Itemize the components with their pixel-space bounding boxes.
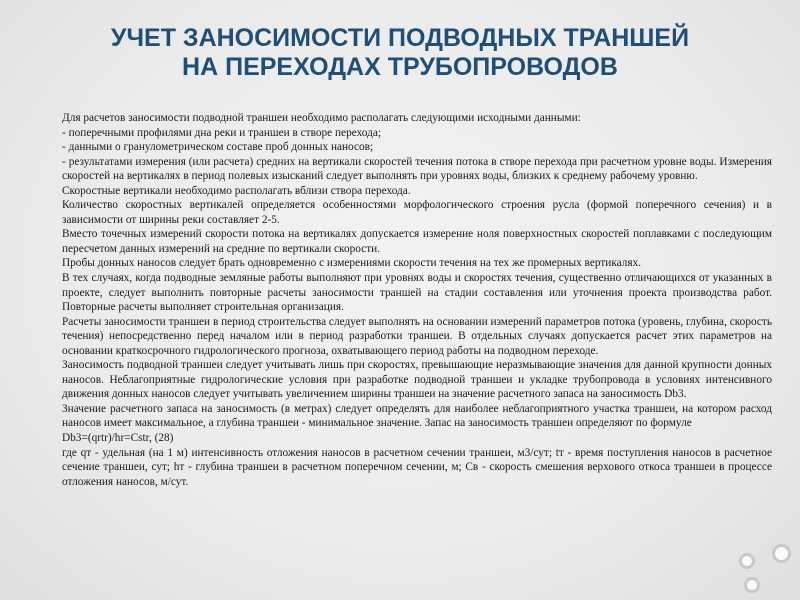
formula: Db3=(qrtr)/hr=Cstr, (28): [62, 432, 174, 445]
paragraph: Заносимость подводной траншеи следует учитывать лишь при скоростях, превышающие неразмывающие значения для данной крупности донных наносов. Неблагоприятные гидрологические условия при разработке подводной траншеи и укладке трубопровода в условиях интенсивного движения донных наносов следует учитывать увеличением ширины траншеи на значение расчетного запаса на заносимость Db3.: [62, 359, 772, 401]
paragraph: где qт - удельная (на 1 м) интенсивность отложения наносов в расчетном сечении траншеи, м3/сут; tт - время поступления наносов в расчетное сечение траншеи, сут; hт - глубина траншеи в расчетном поперечном сечении, м; Св - скорость смешения верхового откоса траншеи в процессе отложения наносов, м/сут.: [62, 446, 772, 488]
decorative-circle: [744, 577, 760, 593]
title-line-2: НА ПЕРЕХОДАХ ТРУБОПРОВОДОВ: [182, 53, 618, 81]
paragraph: Пробы донных наносов следует брать одновременно с измерениями скорости течения на тех же промерных вертикалях.: [62, 257, 642, 270]
paragraph: - результатами измерения (или расчета) средних на вертикали скоростей течения потока в створе перехода при расчетном уровне воды. Измерения скоростей на вертикалях в период полевых изысканий следует выполнять при уровнях воды, близких к среднему рабочему уровню.: [62, 155, 772, 183]
slide-body-text: [62, 111, 772, 489]
decorative-circle: [739, 553, 755, 569]
decorative-circle: [772, 544, 791, 563]
slide-title: [40, 24, 760, 82]
paragraph: - поперечными профилями дна реки и траншеи в створе перехода;: [62, 126, 382, 139]
paragraph: В тех случаях, когда подводные земляные работы выполняют при уровнях воды и скоростях течения, существенно отличающихся от указанных в проекте, следует выполнить повторные расчеты заносимости траншей на стадии составления или уточнения проекта производства работ. Повторные расчеты выполняет строительная организация.: [62, 272, 772, 314]
paragraph: - данными о гранулометрическом составе проб донных наносов;: [62, 141, 374, 154]
title-line-1: УЧЕТ ЗАНОСИМОСТИ ПОДВОДНЫХ ТРАНШЕЙ: [110, 24, 690, 52]
paragraph: Скоростные вертикали необходимо располагать вблизи створа перехода.: [62, 184, 411, 197]
paragraph: Значение расчетного запаса на заносимость (в метрах) следует определять для наиболее неблагоприятного участка траншеи, на котором расход наносов имеет максимальное, а глубина траншеи - минимальное значение. Запас на заносимость траншеи определяют по формуле: [62, 402, 772, 430]
paragraph: Вместо точечных измерений скорости потока на вертикалях допускается измерение ноля поверхностных скоростей поплавками с последующим пересчетом данных измерений на средние по вертикали скорости.: [62, 228, 772, 255]
paragraph: Для расчетов заносимости подводной траншеи необходимо располагать следующими исходными данными:: [62, 112, 581, 124]
paragraph: Количество скоростных вертикалей определяется особенностями морфологического строения русла (формой поперечного сечения) и в зависимости от ширины реки составляет 2-5.: [62, 199, 772, 226]
paragraph: Расчеты заносимости траншеи в период строительства следует выполнять на основании измерений параметров потока (уровень, глубина, скорость течения) непосредственно перед началом или в период разработки траншеи. В отдельных случаях допускается расчет этих параметров на основании краткосрочного гидрологического прогноза, охватывающего период работы на подводном переходе.: [62, 315, 772, 357]
